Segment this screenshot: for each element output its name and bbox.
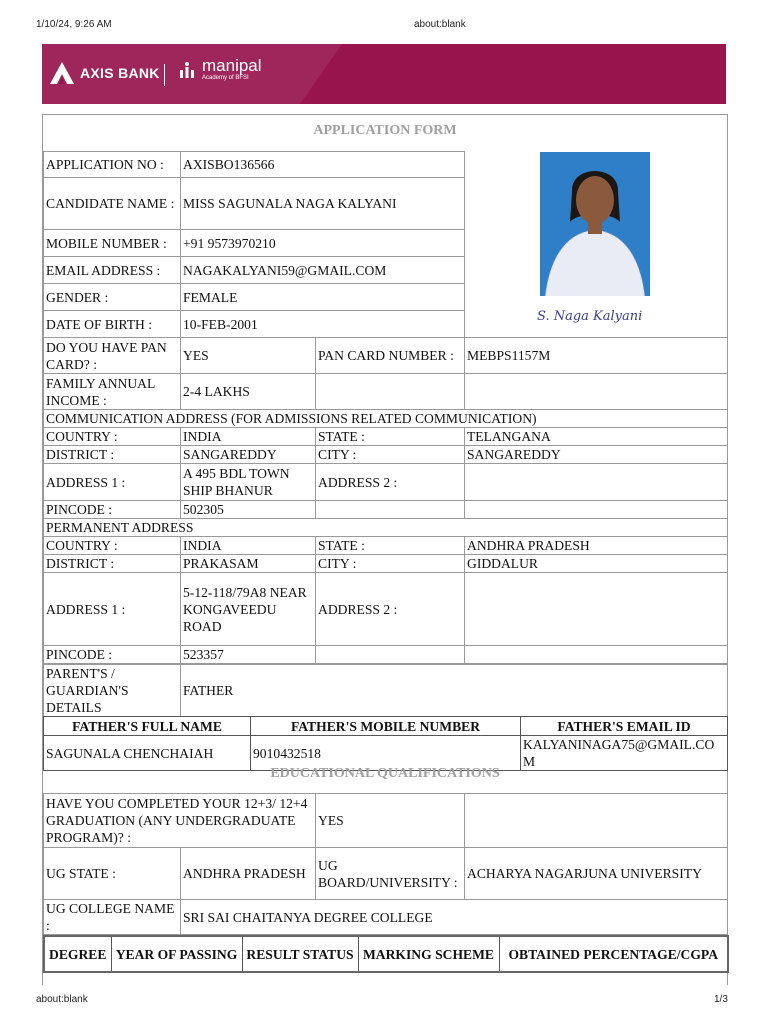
perm-district-value: PRAKASAM [181, 555, 316, 573]
mobile-value: +91 9573970210 [181, 230, 465, 257]
comm-state-label: STATE : [316, 428, 465, 446]
gender-label: GENDER : [44, 284, 181, 311]
obtained-percentage-header: OBTAINED PERCENTAGE/CGPA [499, 936, 728, 972]
axis-logo-icon [50, 62, 74, 84]
degree-header: DEGREE [44, 936, 111, 972]
marking-scheme-header: MARKING SCHEME [358, 936, 499, 972]
comm-state-value: TELANGANA [465, 428, 728, 446]
form-title: APPLICATION FORM [313, 123, 457, 138]
print-page-number: 1/3 [714, 994, 728, 1005]
comm-district-label: DISTRICT : [44, 446, 181, 464]
svg-text:S. Naga Kalyani: S. Naga Kalyani [537, 309, 643, 324]
communication-address-heading: COMMUNICATION ADDRESS (FOR ADMISSIONS RELATED COMMUNICATION) [44, 410, 728, 428]
candidate-photo [540, 152, 650, 298]
mobile-label: MOBILE NUMBER : [44, 230, 181, 257]
ug-state-label: UG STATE : [44, 848, 181, 900]
income-value: 2-4 LAKHS [181, 374, 316, 410]
perm-country-value: INDIA [181, 537, 316, 555]
comm-country-label: COUNTRY : [44, 428, 181, 446]
ug-college-value: SRI SAI CHAITANYA DEGREE COLLEGE [181, 900, 728, 935]
comm-address2-label: ADDRESS 2 : [316, 464, 465, 501]
pan-number-label: PAN CARD NUMBER : [316, 338, 465, 374]
ug-college-label: UG COLLEGE NAME : [44, 900, 181, 935]
comm-city-label: CITY : [316, 446, 465, 464]
ug-board-label: UG BOARD/UNIVERSITY : [316, 848, 465, 900]
degree-table [43, 935, 729, 973]
perm-country-label: COUNTRY : [44, 537, 181, 555]
pan-income-table [43, 337, 728, 410]
candidate-name-value: MISS SAGUNALA NAGA KALYANI [181, 178, 465, 230]
email-value: NAGAKALYANI59@GMAIL.COM [181, 257, 465, 284]
candidate-photo-image [540, 152, 650, 298]
ug-completed-value: YES [316, 794, 465, 848]
father-details-table [43, 716, 728, 771]
axis-bank-logo: AXIS BANK [50, 62, 160, 84]
perm-pincode-value: 523357 [181, 646, 316, 664]
dob-label: DATE OF BIRTH : [44, 311, 181, 338]
father-mobile-value: 9010432518 [251, 736, 521, 771]
gender-value: FEMALE [181, 284, 465, 311]
perm-state-label: STATE : [316, 537, 465, 555]
comm-district-value: SANGAREDDY [181, 446, 316, 464]
parent-value: FATHER [181, 665, 728, 717]
perm-address1-label: ADDRESS 1 : [44, 573, 181, 646]
perm-address2-label: ADDRESS 2 : [316, 573, 465, 646]
candidate-name-label: CANDIDATE NAME : [44, 178, 181, 230]
dob-value: 10-FEB-2001 [181, 311, 465, 338]
father-email-header: FATHER'S EMAIL ID [521, 717, 728, 736]
comm-pincode-value: 502305 [181, 501, 316, 519]
manipal-emblem-icon [178, 61, 196, 79]
comm-address2-value [465, 464, 728, 501]
communication-address-table [43, 409, 728, 664]
pan-number-value: MEBPS1157M [465, 338, 728, 374]
educational-qualifications-heading: EDUCATIONAL QUALIFICATIONS [270, 766, 500, 781]
candidate-signature [523, 296, 664, 336]
father-email-value: KALYANINAGA75@GMAIL.COM [521, 736, 728, 771]
father-name-header: FATHER'S FULL NAME [44, 717, 251, 736]
email-label: EMAIL ADDRESS : [44, 257, 181, 284]
comm-address1-value: A 495 BDL TOWN SHIP BHANUR [181, 464, 316, 501]
parent-label: PARENT'S / GUARDIAN'S DETAILS [44, 665, 181, 717]
year-of-passing-header: YEAR OF PASSING [111, 936, 242, 972]
perm-pincode-label: PINCODE : [44, 646, 181, 664]
education-table [43, 793, 728, 935]
comm-country-value: INDIA [181, 428, 316, 446]
candidate-details-table [43, 151, 465, 338]
perm-city-value: GIDDALUR [465, 555, 728, 573]
comm-city-value: SANGAREDDY [465, 446, 728, 464]
perm-state-value: ANDHRA PRADESH [465, 537, 728, 555]
application-no-value: AXISBO136566 [181, 152, 465, 178]
print-footer-url: about:blank [36, 994, 88, 1005]
logo-divider [164, 64, 165, 86]
permanent-address-heading: PERMANENT ADDRESS [44, 519, 728, 537]
ug-board-value: ACHARYA NAGARJUNA UNIVERSITY [465, 848, 728, 900]
header-banner [42, 44, 726, 104]
perm-address1-value: 5-12-118/79A8 NEAR KONGAVEEDU ROAD [181, 573, 316, 646]
application-no-label: APPLICATION NO : [44, 152, 181, 178]
print-datetime: 1/10/24, 9:26 AM [36, 19, 112, 30]
pan-question-label: DO YOU HAVE PAN CARD? : [44, 338, 181, 374]
parent-details-table [43, 664, 728, 717]
father-mobile-header: FATHER'S MOBILE NUMBER [251, 717, 521, 736]
manipal-logo: manipal Academy of BFSI [178, 58, 262, 82]
father-name-value: SAGUNALA CHENCHAIAH [44, 736, 251, 771]
result-status-header: RESULT STATUS [242, 936, 358, 972]
ug-state-value: ANDHRA PRADESH [181, 848, 316, 900]
comm-address1-label: ADDRESS 1 : [44, 464, 181, 501]
income-label: FAMILY ANNUAL INCOME : [44, 374, 181, 410]
perm-address2-value [465, 573, 728, 646]
print-page-title: about:blank [414, 19, 466, 30]
perm-district-label: DISTRICT : [44, 555, 181, 573]
pan-question-value: YES [181, 338, 316, 374]
ug-completed-label: HAVE YOU COMPLETED YOUR 12+3/ 12+4 GRADUATION (ANY UNDERGRADUATE PROGRAM)? : [44, 794, 316, 848]
comm-pincode-label: PINCODE : [44, 501, 181, 519]
perm-city-label: CITY : [316, 555, 465, 573]
